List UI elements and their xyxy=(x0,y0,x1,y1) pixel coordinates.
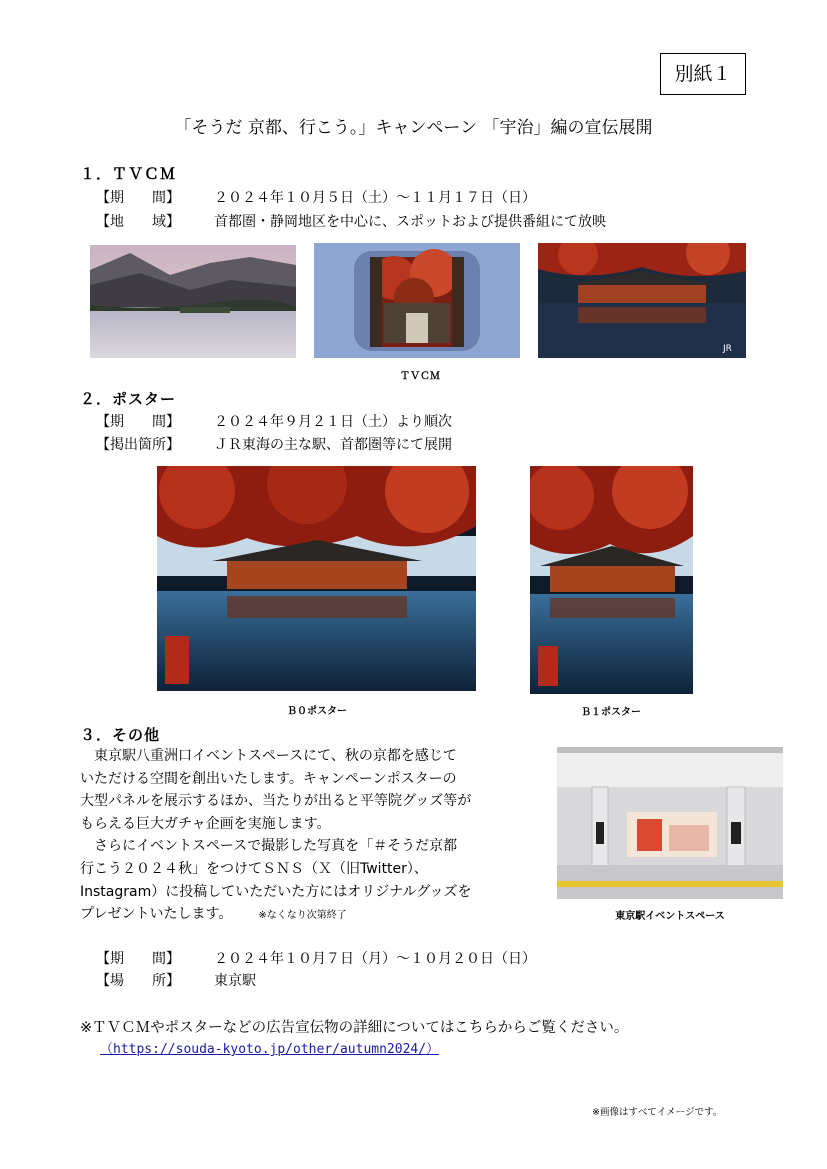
event-space-photo xyxy=(557,747,783,899)
description-line: Instagram）に投稿していただいた方にはオリジナルグッズを xyxy=(80,883,472,900)
small-note: ※なくなり次第終了 xyxy=(258,910,347,922)
jr-logo-text: JR xyxy=(723,344,732,354)
poster-place-value: ＪＲ東海の主な駅、首都圏等にて展開 xyxy=(214,437,452,453)
poster-heading: ２．ポスター xyxy=(80,390,177,408)
tvcm-area-row xyxy=(96,211,746,231)
other-period-row xyxy=(96,948,696,968)
description-line: 行こう２０２４秋」をつけてＳＮＳ（Ｘ（旧Twitter）、 xyxy=(80,860,428,877)
tvcm-image-gate xyxy=(314,243,520,358)
image-footnote: ※画像はすべてイメージです。 xyxy=(592,1107,723,1118)
poster-place-row xyxy=(96,434,696,454)
description-line: 大型パネルを展示するほか、当たりが出ると平等院グッズ等が xyxy=(80,793,472,810)
page-title: 「そうだ 京都、行こう。」キャンペーン 「宇治」編の宣伝展開 xyxy=(174,118,653,138)
other-description xyxy=(80,745,472,928)
tvcm-image-river xyxy=(90,245,296,358)
attachment-badge: 別紙１ xyxy=(660,53,746,95)
description-line xyxy=(80,903,472,928)
tvcm-image-byodoin xyxy=(538,243,746,358)
tvcm-area-label: 【地 域】 xyxy=(96,214,180,230)
event-space-caption: 東京駅イベントスペース xyxy=(615,911,725,922)
description-line-text: プレゼントいたします。 xyxy=(80,906,233,923)
details-link[interactable]: （https://souda-kyoto.jp/other/autumn2024/） xyxy=(100,1042,440,1057)
b0-poster-image xyxy=(157,466,476,691)
poster-period-row xyxy=(96,411,696,431)
tvcm-period-value: ２０２４年１０月５日（土）～１１月１７日（日） xyxy=(214,190,536,206)
other-heading: ３．その他 xyxy=(80,726,161,744)
b1-poster-image xyxy=(530,466,693,694)
description-line: さらにイベントスペースで撮影した写真を「＃そうだ京都 xyxy=(80,838,458,855)
description-line: いただける空間を創出いたします。キャンペーンポスターの xyxy=(80,770,457,787)
tvcm-caption: ＴＶＣＭ xyxy=(400,371,440,382)
other-period-label: 【期 間】 xyxy=(96,951,180,967)
details-note: ※ＴＶＣＭやポスターなどの広告宣伝物の詳細についてはこちらからご覧ください。 xyxy=(80,1020,629,1036)
description-line: もらえる巨大ガチャ企画を実施します。 xyxy=(80,815,331,832)
other-place-value: 東京駅 xyxy=(214,973,256,989)
b1-poster-caption: Ｂ１ポスター xyxy=(581,707,641,718)
tvcm-area-value: 首都圏・静岡地区を中心に、スポットおよび提供番組にて放映 xyxy=(214,214,606,230)
b0-poster-caption: Ｂ０ポスター xyxy=(287,706,347,717)
poster-period-label: 【期 間】 xyxy=(96,414,180,430)
other-place-row xyxy=(96,970,696,990)
other-period-value: ２０２４年１０月７日（月）～１０月２０日（日） xyxy=(214,951,536,967)
other-place-label: 【場 所】 xyxy=(96,973,180,989)
poster-place-label: 【掲出箇所】 xyxy=(96,437,180,453)
tvcm-period-row xyxy=(96,187,696,207)
poster-period-value: ２０２４年９月２１日（土）より順次 xyxy=(214,414,452,430)
tvcm-period-label: 【期 間】 xyxy=(96,190,180,206)
tvcm-heading: １．ＴＶＣＭ xyxy=(80,165,177,183)
description-line: 東京駅八重洲口イベントスペースにて、秋の京都を感じて xyxy=(80,748,457,764)
